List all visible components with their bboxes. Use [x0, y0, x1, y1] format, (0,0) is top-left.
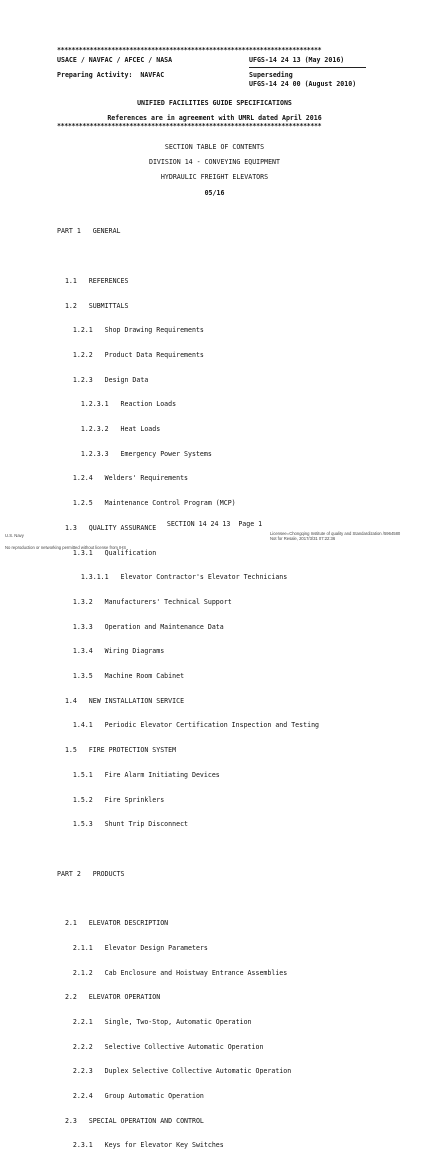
toc-line: 1.4 NEW INSTALLATION SERVICE [57, 696, 185, 705]
toc-line: 1.2.2 Product Data Requirements [57, 350, 204, 359]
header-title: UNIFIED FACILITIES GUIDE SPECIFICATIONS [137, 99, 292, 107]
toc-line: 1.2 SUBMITTALS [57, 301, 129, 310]
toc-line: 2.1.1 Elevator Design Parameters [57, 943, 208, 952]
toc-line: 2.2.1 Single, Two-Stop, Automatic Operation [57, 1017, 252, 1026]
toc-line: 1.3.1 Qualification [57, 548, 157, 557]
toc-line: 1.2.3 Design Data [57, 375, 149, 384]
header-superseding-id: UFGS-14 24 00 (August 2010) [249, 80, 357, 88]
toc-line: 2.2.4 Group Automatic Operation [57, 1092, 204, 1101]
toc-line: 1.3.4 Wiring Diagrams [57, 647, 165, 656]
toc-line: 1.3.3 Operation and Maintenance Data [57, 622, 224, 631]
toc-line: 1.2.3.2 Heat Loads [57, 425, 161, 434]
header-ufgs-id: UFGS-14 24 13 (May 2016) [249, 56, 345, 64]
footer-left-line-1: U.S. Navy [5, 533, 24, 538]
toc-line [57, 252, 319, 260]
toc-line: 1.3.2 Manufacturers' Technical Support [57, 597, 232, 606]
toc-line: 1.2.5 Maintenance Control Program (MCP) [57, 499, 236, 508]
toc-line: 1.1 REFERENCES [57, 276, 129, 285]
section-date: 05/16 [204, 189, 225, 197]
toc-line: 1.5.3 Shunt Trip Disconnect [57, 820, 189, 829]
footer-right-line-1: Licensee=Chongqing Institute of quality and Standardization /5964580 [270, 531, 401, 536]
toc-line: 2.2.3 Duplex Selective Collective Automatic Operation [57, 1067, 292, 1076]
header-ufgs-underline [249, 67, 366, 68]
toc-line: 1.3.5 Machine Room Cabinet [57, 672, 185, 681]
toc-line: 2.2.2 Selective Collective Automatic Operation [57, 1042, 264, 1051]
toc-line: 2.2 ELEVATOR OPERATION [57, 993, 161, 1002]
toc-line: 1.2.4 Welders' Requirements [57, 474, 189, 483]
footer-page-label: SECTION 14 24 13 Page 1 [166, 520, 263, 528]
header-preparing-activity: Preparing Activity: NAVFAC [57, 71, 165, 79]
footer-right-line-2: Not for Resale, 2017/3/31 07:22:36 [270, 536, 336, 541]
toc-line: 1.5 FIRE PROTECTION SYSTEM [57, 746, 177, 755]
toc-line: 1.2.3.1 Reaction Loads [57, 400, 177, 409]
section-subject: HYDRAULIC FREIGHT ELEVATORS [160, 173, 269, 181]
toc-line: PART 2 PRODUCTS [57, 869, 125, 878]
toc-line: 2.1.2 Cab Enclosure and Hoistway Entrance Assemblies [57, 968, 288, 977]
toc-line: 1.5.1 Fire Alarm Initiating Devices [57, 770, 220, 779]
header-umrl-note: References are in agreement with UMRL dated April 2016 [107, 114, 322, 122]
header-superseding-label: Superseding [249, 71, 293, 79]
toc-line: 1.5.2 Fire Sprinklers [57, 795, 165, 804]
toc-line: 2.3 SPECIAL OPERATION AND CONTROL [57, 1116, 204, 1125]
header-stars-top: ************************************************************************* [57, 46, 322, 54]
header-organizations: USACE / NAVFAC / AFCEC / NASA [57, 56, 173, 64]
toc-line [57, 894, 319, 902]
toc-line: PART 1 GENERAL [57, 227, 121, 236]
toc-line: 2.3.1 Keys for Elevator Key Switches [57, 1141, 224, 1150]
toc-line: 1.3.1.1 Elevator Contractor's Elevator Technicians [57, 573, 288, 582]
footer-left-line-2: No reproduction or networking permitted without license from IHS [5, 545, 127, 550]
toc-line: 1.4.1 Periodic Elevator Certification Inspection and Testing [57, 721, 320, 730]
table-of-contents [57, 211, 319, 1166]
toc-line: 1.2.1 Shop Drawing Requirements [57, 326, 204, 335]
toc-line: 2.1 ELEVATOR DESCRIPTION [57, 919, 169, 928]
toc-line: 1.2.3.3 Emergency Power Systems [57, 449, 212, 458]
toc-line [57, 845, 319, 853]
section-division: DIVISION 14 - CONVEYING EQUIPMENT [148, 158, 280, 166]
header-stars-bottom: ************************************************************************* [57, 122, 322, 130]
toc-line: 1.3 QUALITY ASSURANCE [57, 523, 157, 532]
section-toc-title: SECTION TABLE OF CONTENTS [164, 143, 265, 151]
